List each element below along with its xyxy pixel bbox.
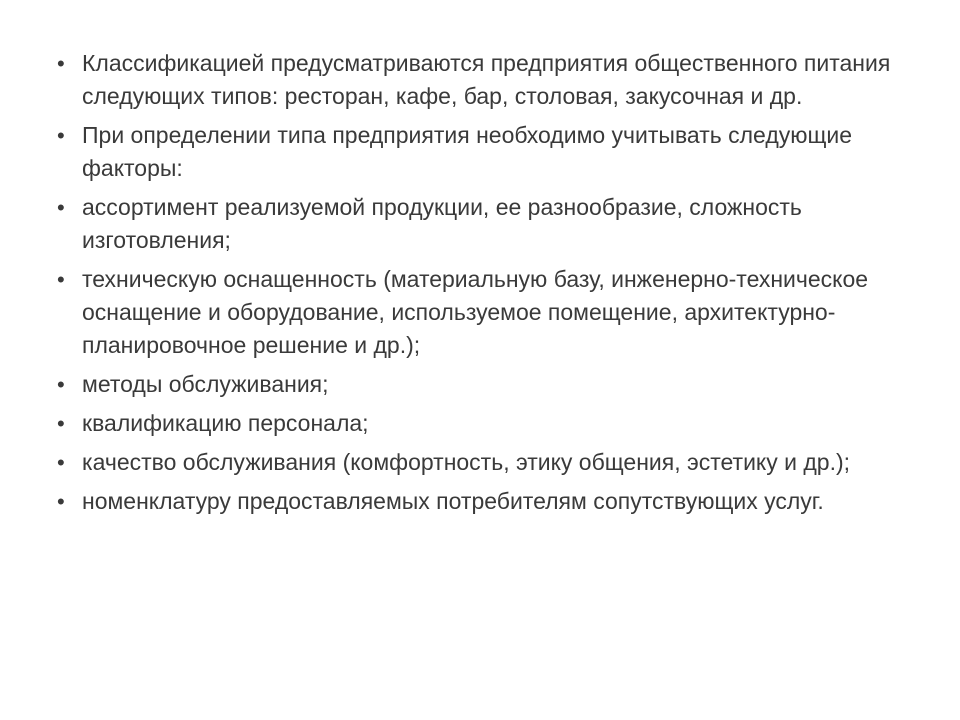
bullet-item-8: [54, 485, 904, 518]
bullet-item-5: [54, 368, 904, 401]
bullet-item-6: [54, 407, 904, 440]
bullet-text: ассортимент реализуемой продукции, ее разнообразие, сложность изготовления;: [82, 194, 802, 253]
bullet-text: качество обслуживания (комфортность, этику общения, эстетику и др.);: [82, 449, 851, 475]
bullet-item-7: [54, 446, 904, 479]
bullet-item-4: [54, 263, 904, 362]
bullet-dot-icon: •: [57, 267, 65, 292]
bullet-text: номенклатуру предоставляемых потребителям сопутствующих услуг.: [82, 488, 824, 514]
bullet-text: квалификацию персонала;: [82, 410, 369, 436]
bullet-item-1: [54, 47, 904, 113]
bullet-item-2: [54, 119, 904, 185]
bullet-text: Классификацией предусматриваются предприятия общественного питания следующих типов: ресторан, кафе, бар, столовая, закусочная и др.: [82, 50, 891, 109]
bullet-text: техническую оснащенность (материальную базу, инженерно-техническое оснащение и оборудование, используемое помещение, архитектурно-планировочное решение и др.);: [82, 266, 869, 358]
bullet-dot-icon: •: [57, 489, 65, 514]
bullet-dot-icon: •: [57, 51, 65, 76]
bullet-item-3: [54, 191, 904, 257]
bullet-dot-icon: •: [57, 411, 65, 436]
bullet-dot-icon: •: [57, 372, 65, 397]
bullet-dot-icon: •: [57, 450, 65, 475]
bullet-dot-icon: •: [57, 195, 65, 220]
bullet-text: методы обслуживания;: [82, 371, 329, 397]
bullet-dot-icon: •: [57, 123, 65, 148]
bullet-list: [54, 47, 904, 524]
bullet-text: При определении типа предприятия необходимо учитывать следующие факторы:: [82, 122, 853, 181]
